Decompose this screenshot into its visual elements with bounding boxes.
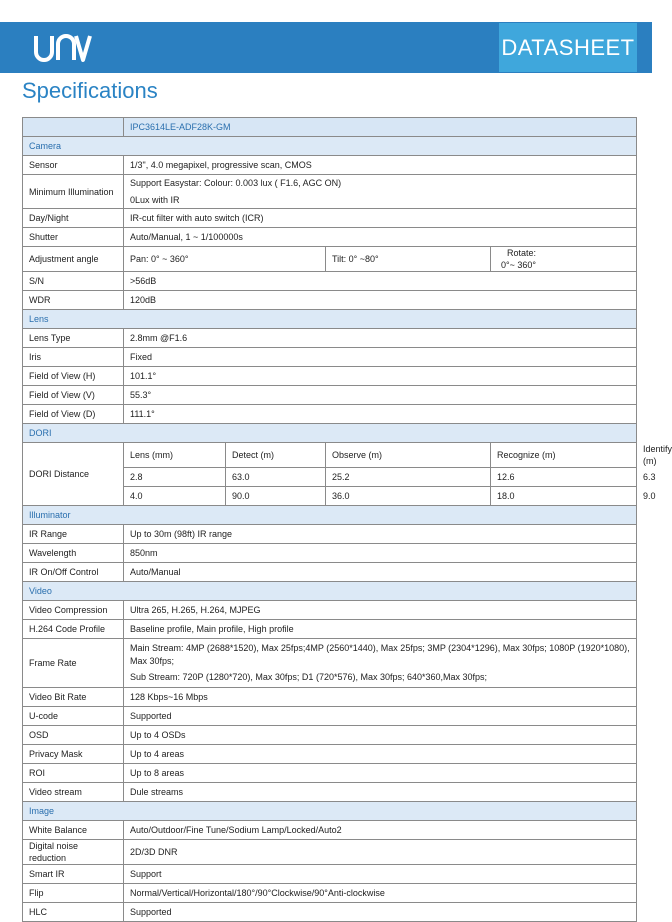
table-row: Video stream Dule streams xyxy=(23,783,637,802)
section-image: Image xyxy=(23,802,637,821)
table-row: Minimum Illumination Support Easystar: Colour: 0.003 lux ( F1.6, AGC ON) 0Lux with IR xyxy=(23,175,637,209)
table-row: Digital noise reduction 2D/3D DNR xyxy=(23,840,637,865)
table-row: Iris Fixed xyxy=(23,348,637,367)
table-row: White Balance Auto/Outdoor/Fine Tune/Sodium Lamp/Locked/Auto2 xyxy=(23,821,637,840)
table-row: S/N >56dB xyxy=(23,272,637,291)
table-row: Wavelength 850nm xyxy=(23,544,637,563)
dori-row: 2.8 63.0 25.2 12.6 6.3 xyxy=(23,468,637,487)
table-row: Field of View (D) 111.1° xyxy=(23,405,637,424)
table-row: Video Bit Rate 128 Kbps~16 Mbps xyxy=(23,688,637,707)
section-illuminator: Illuminator xyxy=(23,506,637,525)
table-row: Sensor 1/3", 4.0 megapixel, progressive scan, CMOS xyxy=(23,156,637,175)
section-dori: DORI xyxy=(23,424,637,443)
table-row: Lens Type 2.8mm @F1.6 xyxy=(23,329,637,348)
dori-header-row: DORI Distance Lens (mm) Detect (m) Observe (m) Recognize (m) Identify (m) xyxy=(23,443,637,468)
table-row: U-code Supported xyxy=(23,707,637,726)
section-video: Video xyxy=(23,582,637,601)
table-row: Field of View (V) 55.3° xyxy=(23,386,637,405)
spec-table xyxy=(22,117,672,922)
table-row: Field of View (H) 101.1° xyxy=(23,367,637,386)
table-row: Day/Night IR-cut filter with auto switch (ICR) xyxy=(23,209,637,228)
table-row: Video Compression Ultra 265, H.265, H.264, MJPEG xyxy=(23,601,637,620)
table-row: Shutter Auto/Manual, 1 ~ 1/100000s xyxy=(23,228,637,247)
table-row: H.264 Code Profile Baseline profile, Main profile, High profile xyxy=(23,620,637,639)
table-row: Smart IR Support xyxy=(23,865,637,884)
table-row: Flip Normal/Vertical/Horizontal/180°/90°Clockwise/90°Anti-clockwise xyxy=(23,884,637,903)
table-row: Frame Rate Main Stream: 4MP (2688*1520), Max 25fps;4MP (2560*1440), Max 25fps; 3MP (2304*1296), Max 30fps; 1080P (1920*1080), Max 30fps; Sub Stream: 720P (1280*720), Max 30fps; D1 (720*576), Max 30fps; 640*360,Max 30fps; xyxy=(23,639,637,688)
table-row: WDR 120dB xyxy=(23,291,637,310)
table-row: HLC Supported xyxy=(23,903,637,922)
table-row: Privacy Mask Up to 4 areas xyxy=(23,745,637,764)
section-lens: Lens xyxy=(23,310,637,329)
table-row: IR On/Off Control Auto/Manual xyxy=(23,563,637,582)
table-row: ROI Up to 8 areas xyxy=(23,764,637,783)
datasheet-badge: DATASHEET xyxy=(499,23,637,72)
dori-label: DORI Distance xyxy=(23,443,124,506)
section-camera: Camera xyxy=(23,137,637,156)
model-name: IPC3614LE-ADF28K-GM xyxy=(124,118,637,137)
table-row: IR Range Up to 30m (98ft) IR range xyxy=(23,525,637,544)
table-row: Adjustment angle Pan: 0° ~ 360° Tilt: 0° ~80° Rotate: 0°~ 360° xyxy=(23,247,637,272)
table-row: OSD Up to 4 OSDs xyxy=(23,726,637,745)
model-row xyxy=(23,118,637,137)
unv-logo xyxy=(32,28,92,68)
dori-row: 4.0 90.0 36.0 18.0 9.0 xyxy=(23,487,637,506)
page-title: Specifications xyxy=(22,78,158,103)
